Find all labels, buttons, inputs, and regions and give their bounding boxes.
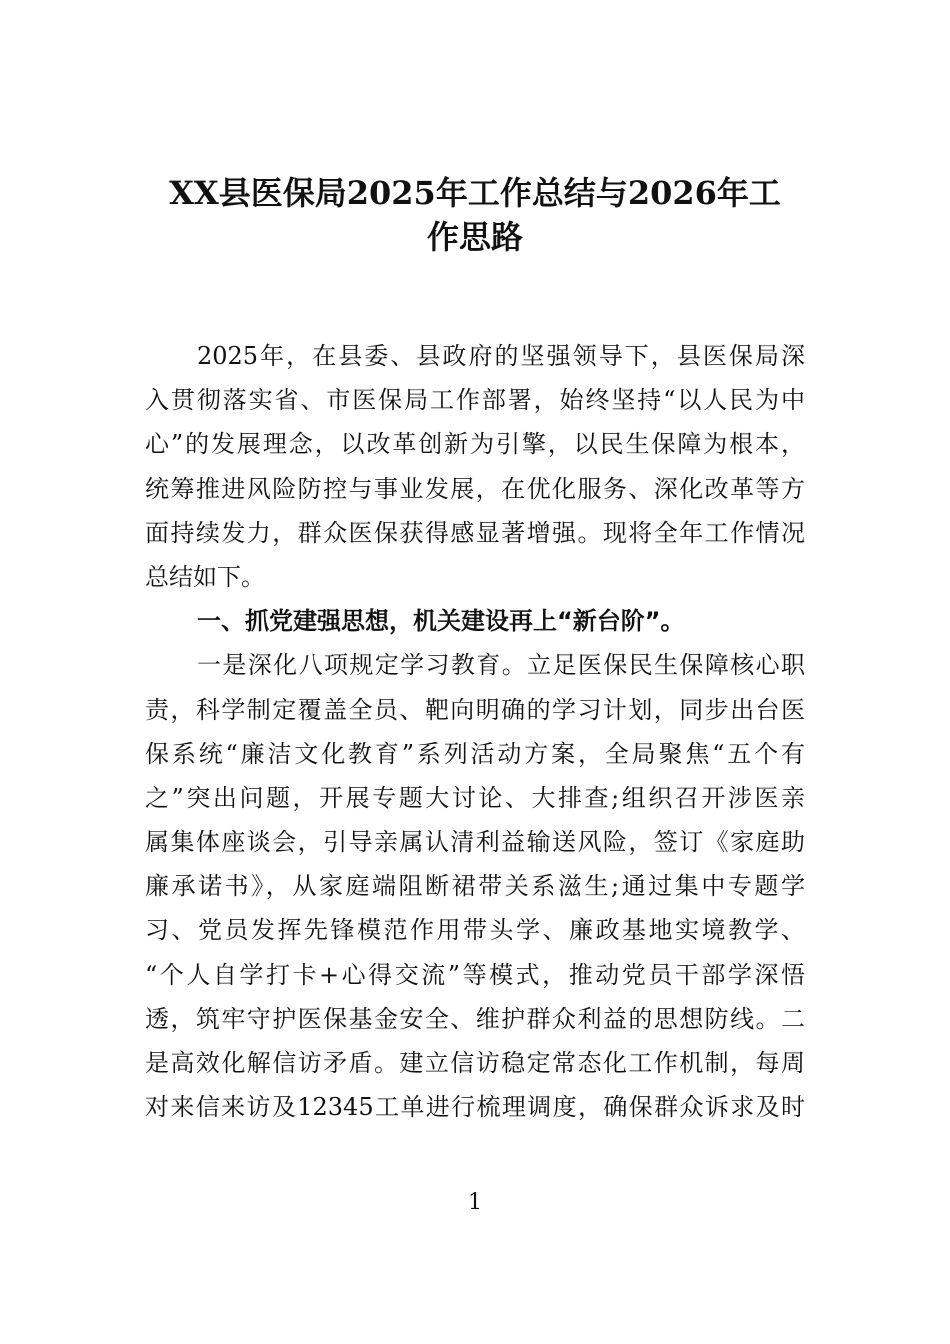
paragraph-line: 责，科学制定覆盖全员、靶向明确的学习计划，同步出台医 bbox=[145, 695, 805, 724]
paragraph-line: 之”突出问题，开展专题大讨论、大排查;组织召开涉医亲 bbox=[145, 783, 805, 812]
paragraph-line: “个人自学打卡+心得交流”等模式，推动党员干部学深悟 bbox=[145, 960, 805, 989]
document-body bbox=[145, 334, 805, 1129]
paragraph-line: 面持续发力，群众医保获得感显著增强。现将全年工作情况 bbox=[145, 518, 805, 547]
paragraph-line: 透，筑牢守护医保基金安全、维护群众利益的思想防线。二 bbox=[145, 1004, 805, 1033]
paragraph-line: 对来信来访及12345工单进行梳理调度，确保群众诉求及时 bbox=[145, 1093, 805, 1122]
paragraph-line: 总结如下。 bbox=[145, 562, 265, 591]
paragraph-line: 入贯彻落实省、市医保局工作部署，始终坚持“以人民为中 bbox=[145, 386, 805, 415]
section-heading: 一、抓党建强思想，机关建设再上“新台阶”。 bbox=[197, 607, 685, 636]
page-number: 1 bbox=[468, 1190, 482, 1215]
paragraph-line: 一是深化八项规定学习教育。立足医保民生保障核心职 bbox=[197, 651, 805, 680]
document-title-line-1: XX县医保局2025年工作总结与2026年工 bbox=[169, 174, 781, 212]
paragraph-line: 是高效化解信访矛盾。建立信访稳定常态化工作机制，每周 bbox=[145, 1049, 805, 1077]
paragraph-line: 统筹推进风险防控与事业发展，在优化服务、深化改革等方 bbox=[145, 474, 805, 503]
paragraph-line: 2025年，在县委、县政府的坚强领导下，县医保局深 bbox=[197, 342, 805, 370]
document-title-line-2: 作思路 bbox=[426, 218, 523, 256]
paragraph-line: 习、党员发挥先锋模范作用带头学、廉政基地实境教学、 bbox=[145, 916, 805, 945]
paragraph-line: 保系统“廉洁文化教育”系列活动方案，全局聚焦“五个有 bbox=[145, 739, 805, 768]
paragraph-line: 心”的发展理念，以改革创新为引擎，以民生保障为根本， bbox=[145, 430, 805, 459]
paragraph-line: 属集体座谈会，引导亲属认清利益输送风险，签订《家庭助 bbox=[145, 828, 805, 857]
paragraph-line: 廉承诺书》，从家庭端阻断裙带关系滋生;通过集中专题学 bbox=[145, 872, 805, 901]
